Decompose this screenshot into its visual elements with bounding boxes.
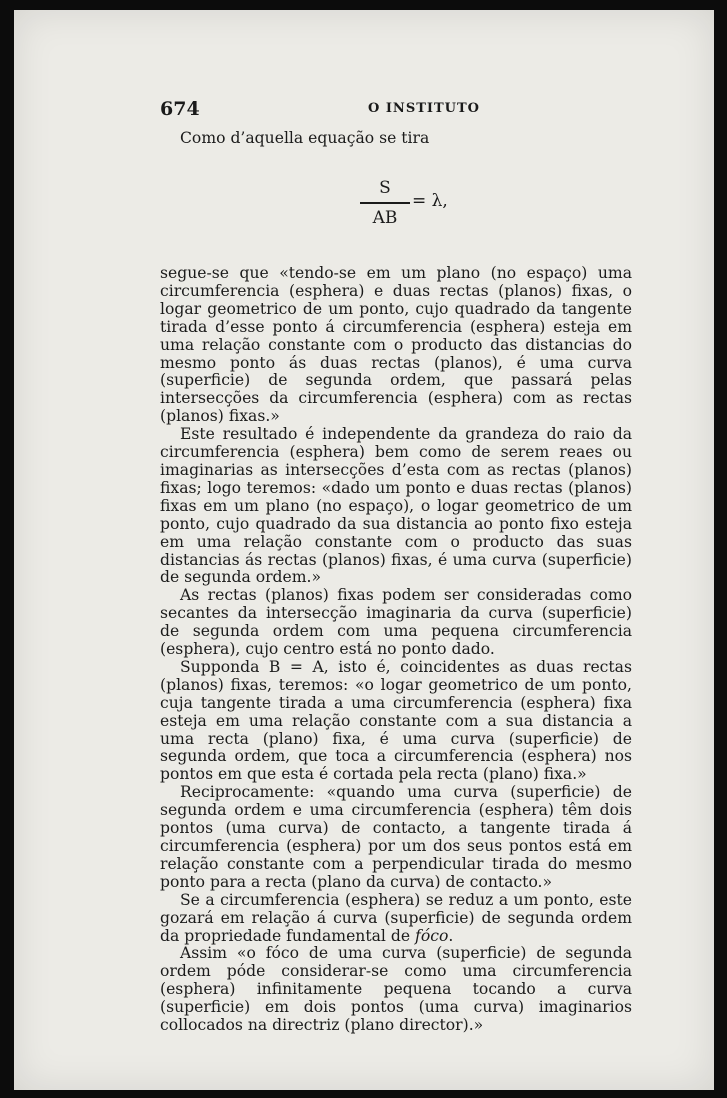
paragraph-6: [160, 892, 632, 946]
page-number: 674: [160, 98, 200, 120]
paragraph-1: segue-se que «tendo-se em um plano (no espaço) uma circumferencia (esphera) e duas rectas (planos) fixas, o logar geometrico de um ponto, cujo quadrado da tangente tirada d’esse ponto á circumferencia (esphera) esteja em uma relação constante com o producto das distancias do mesmo ponto ás duas rectas (planos), é uma curva (superficie) de segunda ordem, que passará pelas intersecções da circumferencia (esphera) com as rectas (planos) fixas.»: [160, 264, 632, 426]
page-header: [160, 98, 640, 122]
formula-equals-lambda: = λ,: [412, 191, 448, 211]
formula: [360, 178, 460, 234]
italic-term-tail: .: [448, 926, 454, 945]
intro-text: Como d’aquella equação se tira: [180, 129, 430, 147]
paragraph-4: Supponda B = A, isto é, coincidentes as duas rectas (planos) fixas, teremos: «o logar geometrico de um ponto, cuja tangente tirada a uma circumferencia (esphera) fixa esteja em uma relação constante com a sua distancia a uma recta (plano) fixa, é uma curva (superficie) de segunda ordem, que toca a circumferencia (esphera) nos pontos em que esta é cortada pela recta (plano) fixa.»: [160, 657, 632, 784]
paragraph-5: Reciprocamente: «quando uma curva (superficie) de segunda ordem e uma circumferencia (esphera) têm dois pontos (uma curva) de contacto, a tangente tirada á circumferencia (esphera) por um dos seus pontos está em relação constante com a perpendicular tirada do mesmo ponto para a recta (plano da curva) de contacto.»: [160, 783, 632, 891]
fraction-bar: [360, 202, 410, 204]
paragraph-7: Assim «o fóco de uma curva (superficie) de segunda ordem póde considerar-se como uma circumferencia (esphera) infinitamente pequena tocando a curva (superficie) em dois pontos (uma curva) imaginarios collocados na directriz (plano director).»: [160, 944, 632, 1035]
paragraph-2: Este resultado é independente da grandeza do raio da circumferencia (esphera) bem como de serem reaes ou imaginarias as intersecções d’esta com as rectas (planos) fixas; logo teremos: «dado um ponto e duas rectas (planos) fixas em um plano (no espaço), o logar geometrico de um ponto, cujo quadrado da sua distancia ao ponto fixo esteja em uma relação constante com o producto das suas distancias ás rectas (planos) fixas, é uma curva (superficie) de segunda ordem.»: [160, 425, 632, 587]
fraction-numerator: S: [379, 178, 391, 198]
intro-line: [160, 130, 632, 148]
fraction: [360, 178, 410, 228]
paragraph-6-text: Se a circumferencia (esphera) se reduz a um ponto, este gozará em relação á curva (superficie) de segunda ordem da propriedade fundamental de: [160, 890, 632, 945]
paragraph-3: As rectas (planos) fixas podem ser consideradas como secantes da intersecção imaginaria da curva (superficie) de segunda ordem com uma pequena circumferencia (esphera), cujo centro está no ponto dado.: [160, 586, 632, 659]
running-title: O INSTITUTO: [368, 101, 480, 116]
body-text: [160, 265, 632, 1035]
italic-term: fóco: [415, 926, 449, 945]
fraction-denominator: AB: [372, 207, 398, 228]
